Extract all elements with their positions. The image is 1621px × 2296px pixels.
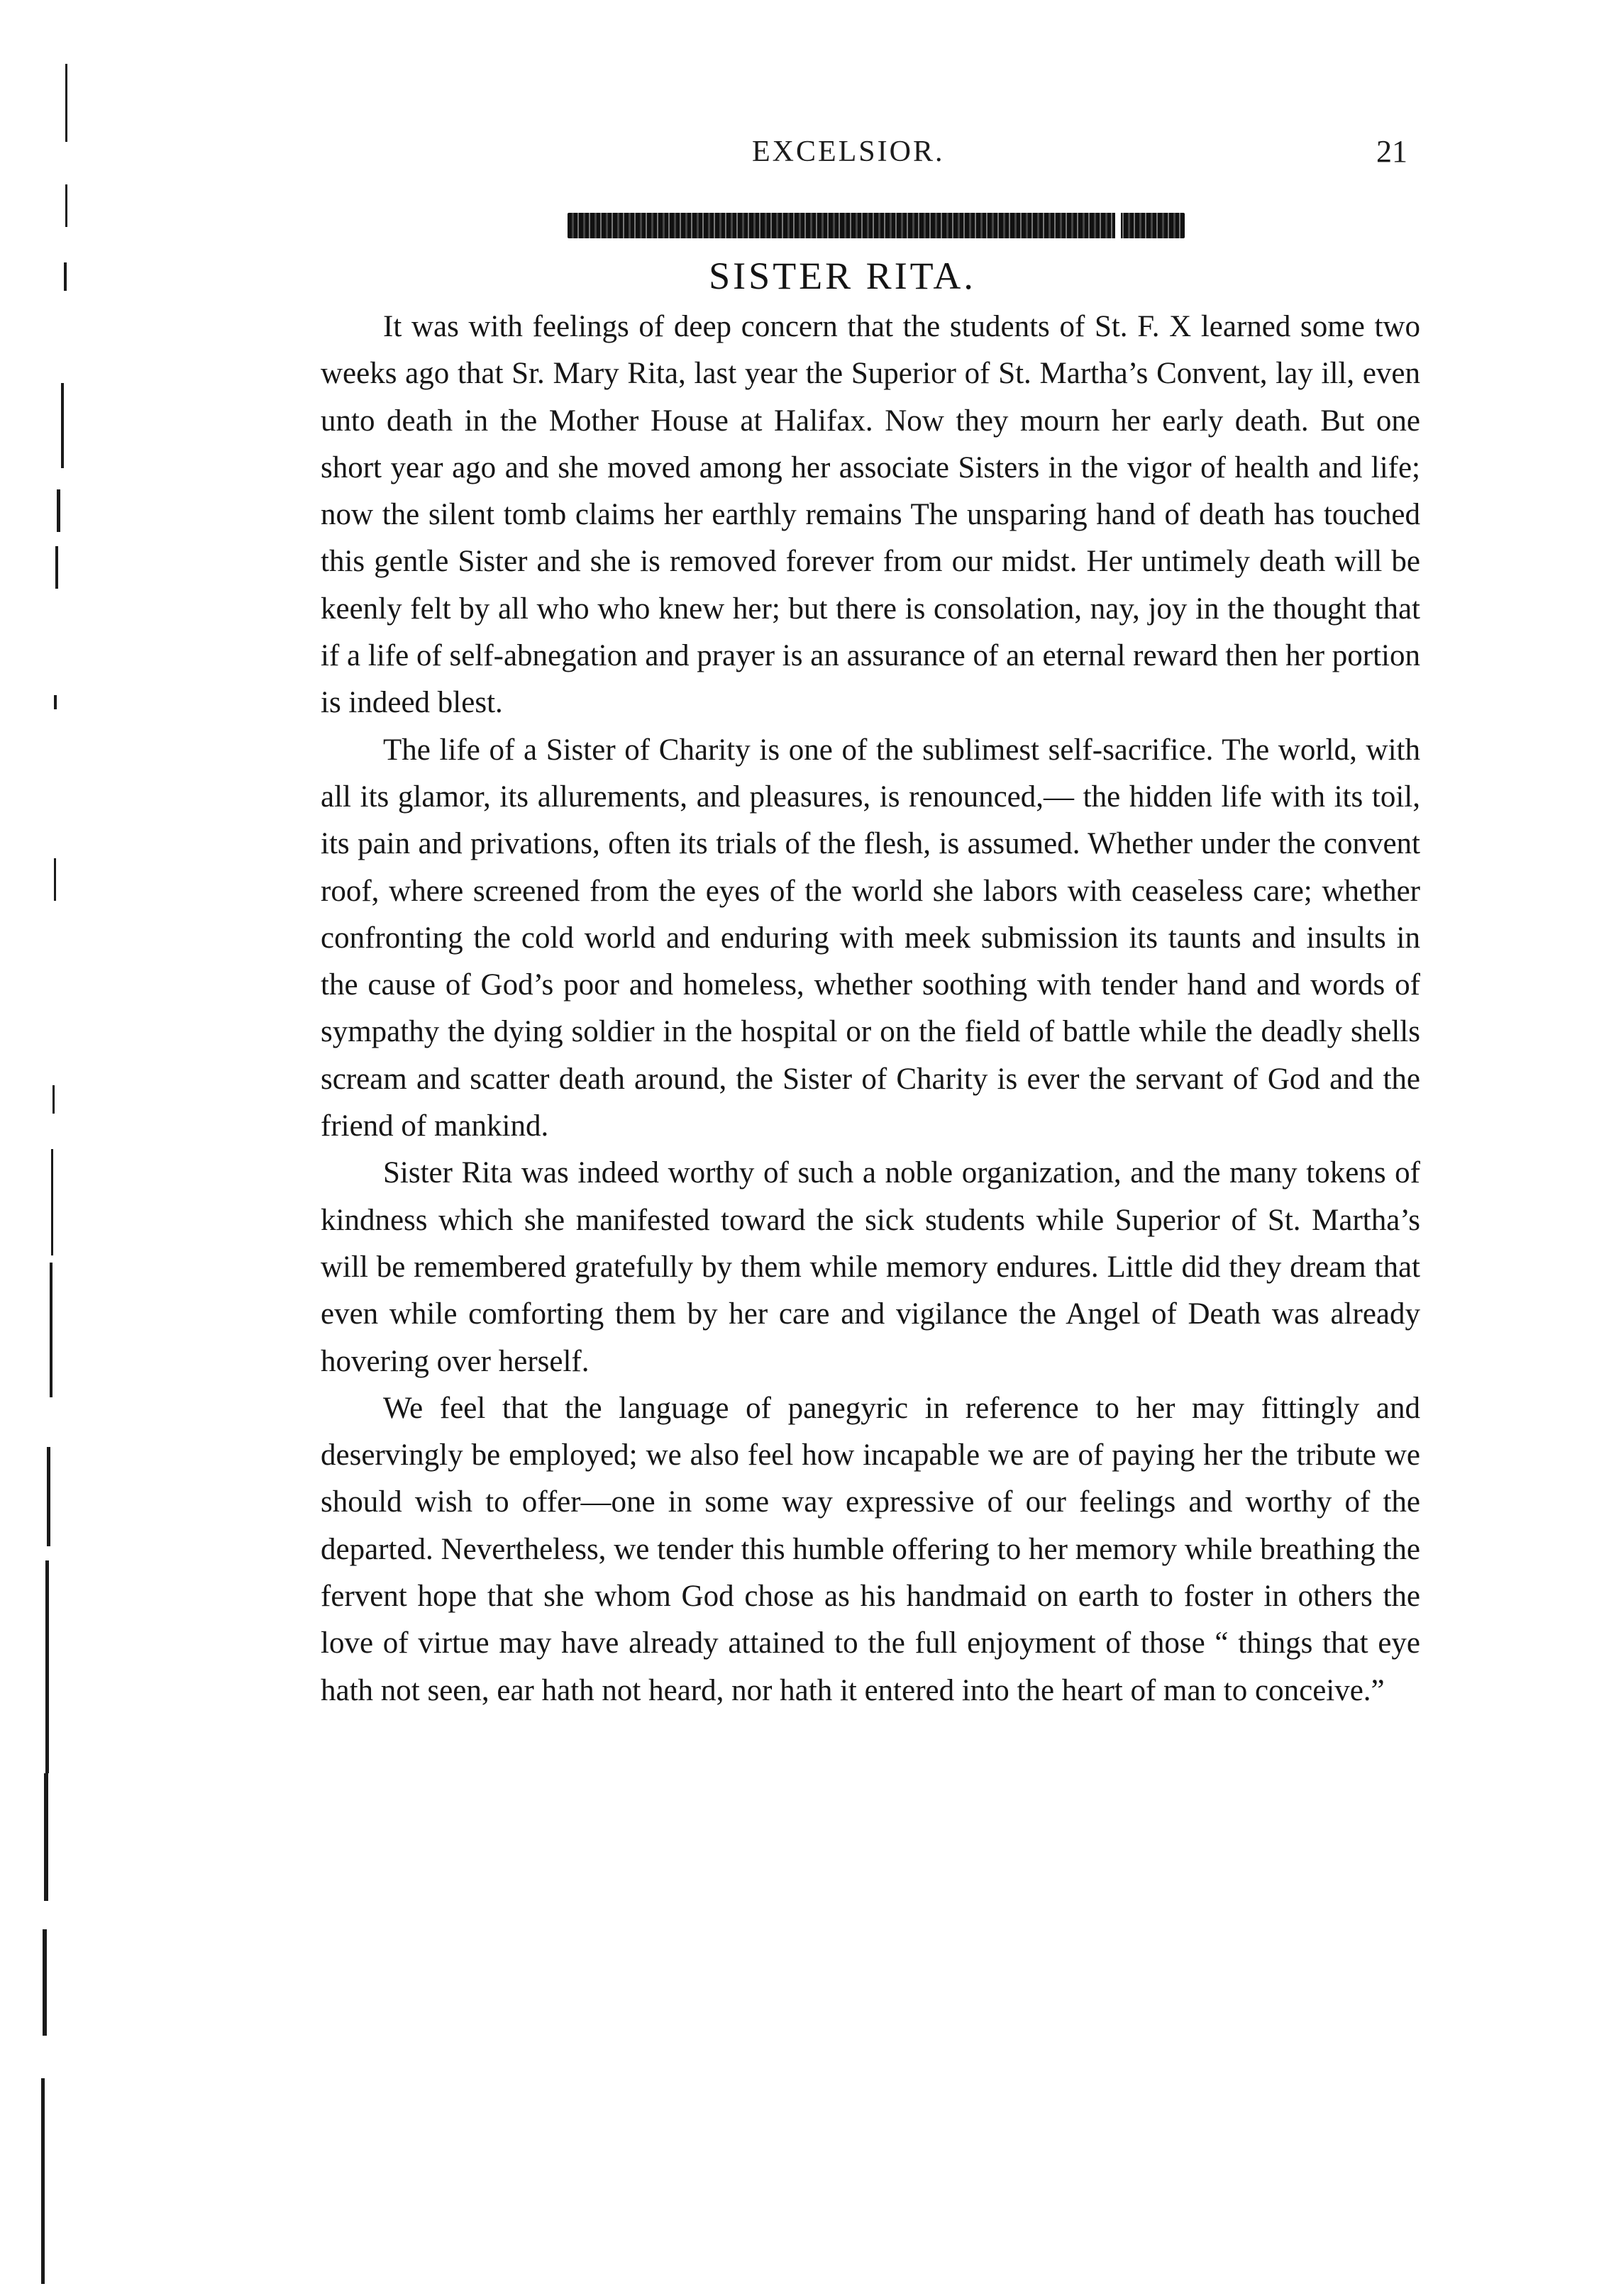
scan-edge-mark xyxy=(55,546,58,589)
scan-edge-mark xyxy=(65,184,67,227)
paragraph: Sister Rita was indeed worthy of such a noble organization, and the many tokens of kindness which she manifested toward the sick students while Superior of St. Martha’s will be remembered gratefully by them while memory endures. Little did they dream that even while comforting them by her care and vigilance the Angel of Death was already hovering over herself. xyxy=(321,1156,1420,1378)
paragraph: We feel that the language of panegyric in reference to her may fittingly and deservingly be employed; we also feel how incapable we are of paying her the tribute we should wish to offer—one in some way expressive of our feelings and worthy of the departed. Nevertheless, we tender this humble offering to her memory while breathing the fervent hope that she whom God chose as his handmaid on earth to foster in others the love of virtue may have already attained to the full enjoyment of those “ things that eye hath not seen, ear hath not heard, nor hath it entered into the heart of man to conceive.” xyxy=(321,1391,1420,1707)
scan-edge-mark xyxy=(54,695,57,709)
paragraph: It was with feelings of deep concern that the students of St. F. X learned some two weeks ago that Sr. Mary Rita, last year the Superior of St. Martha’s Convent, lay ill, even unto death in the Mother House at Halifax. Now they mourn her early death. But one short year ago and she moved among her associate Sisters in the vigor of health and life; now the silent tomb claims her earthly remains The unsparing hand of death has touched this gentle Sister and she is removed forever from our midst. Her untimely death will be keenly felt by all who who knew her; but there is consolation, nay, joy in the thought that if a life of self-abnegation and prayer is an assurance of an eternal reward then her portion is indeed blest. xyxy=(321,310,1420,720)
scan-edge-mark xyxy=(45,1560,49,1773)
scan-edge-mark xyxy=(54,858,56,901)
scan-edge-mark xyxy=(52,1085,55,1114)
article-title: SISTER RITA. xyxy=(709,255,976,297)
article-body xyxy=(321,304,1420,1714)
decorative-rule xyxy=(568,213,1185,238)
scan-edge-mark xyxy=(51,1149,53,1255)
scan-edge-mark xyxy=(47,1447,50,1546)
scan-edge-mark xyxy=(61,383,64,468)
decorative-rule-gap xyxy=(1115,213,1121,238)
scan-edge-mark xyxy=(50,1263,52,1397)
scan-edge-mark xyxy=(41,2078,45,2284)
scan-edge-mark xyxy=(43,1929,47,2036)
scan-edge-mark xyxy=(44,1773,48,1901)
running-header: EXCELSIOR. xyxy=(752,135,945,168)
scan-edge-mark xyxy=(65,64,67,142)
scan-edge-mark xyxy=(57,489,60,532)
page-number: 21 xyxy=(1376,134,1407,169)
paragraph: The life of a Sister of Charity is one of the sublimest self-sacrifice. The world, with all its glamor, its allurements, and pleasures, is renounced,— the hidden life with its toil, its pain and privations, often its trials of the flesh, is assumed. Whether under the convent roof, where screened from the eyes of the world she labors with ceaseless care; whether confronting the cold world and enduring with meek submission its taunts and insults in the cause of God’s poor and homeless, whether soothing with tender hand and words of sympathy the dying soldier in the hospital or on the field of battle while the deadly shells scream and scatter death around, the Sister of Charity is ever the servant of God and the friend of mankind. xyxy=(321,733,1420,1143)
